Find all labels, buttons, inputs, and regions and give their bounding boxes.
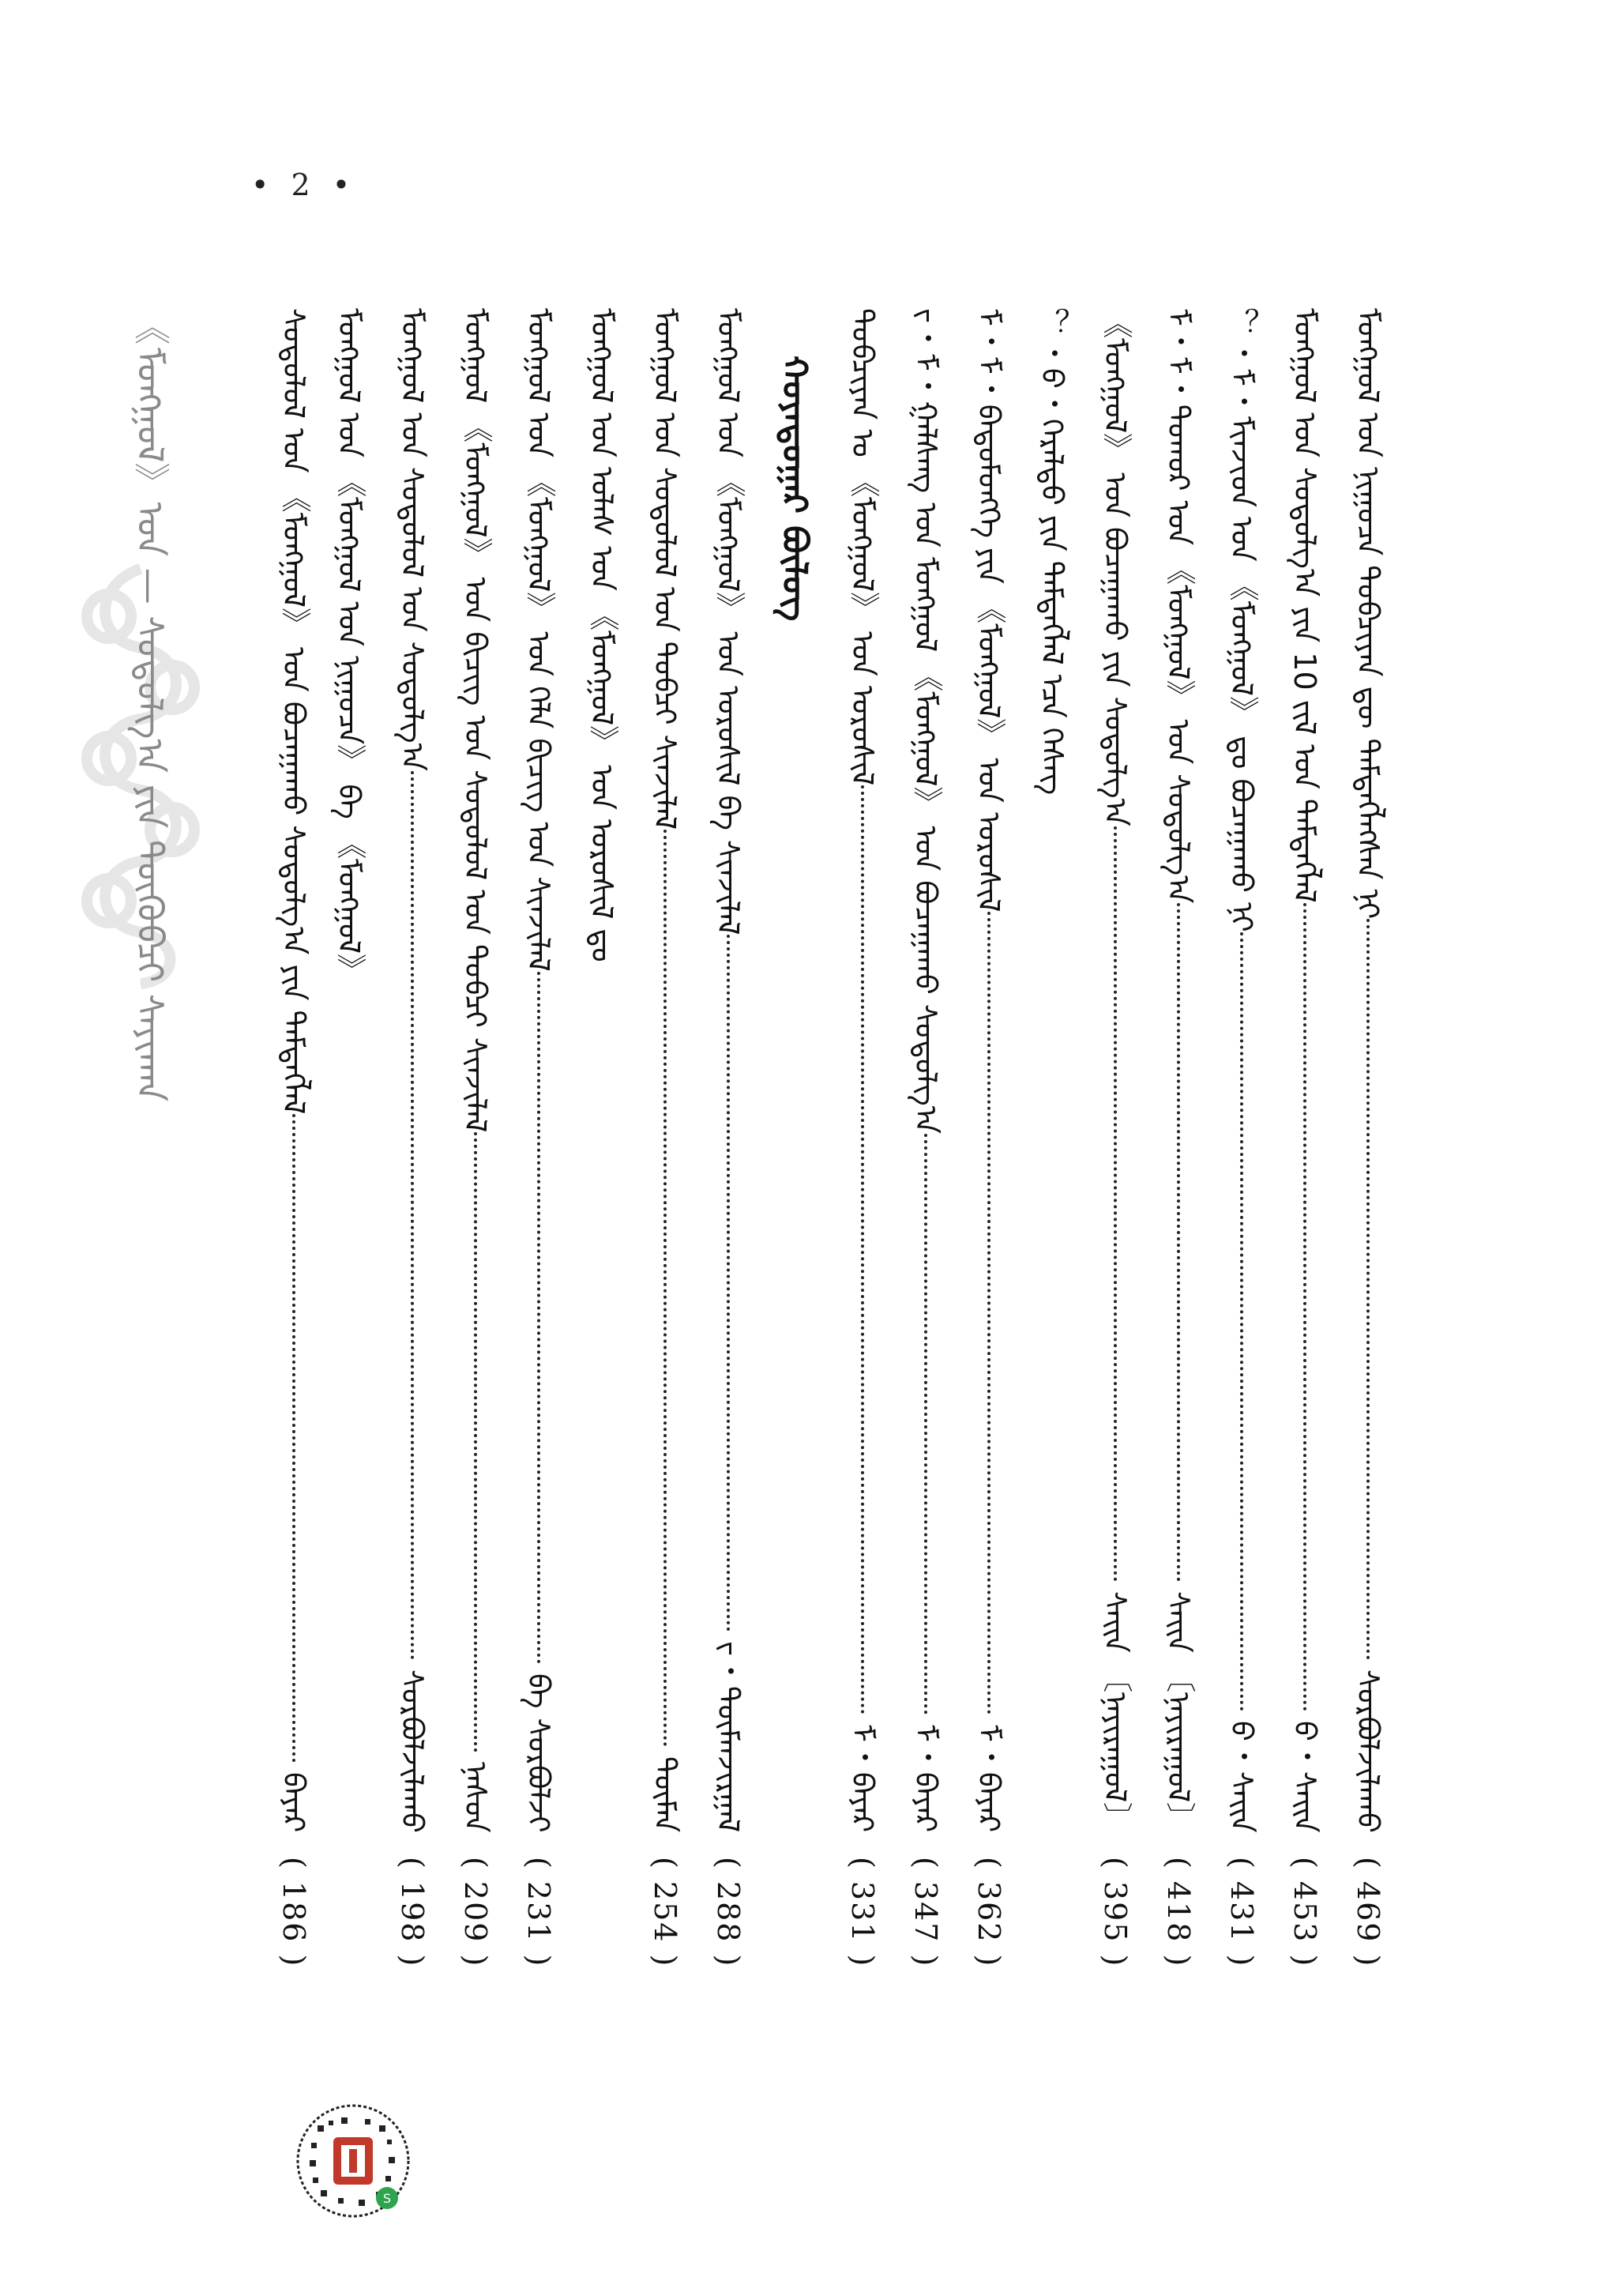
toc-entry[interactable] (521, 308, 556, 1967)
entry-title: 《ᠮᠣᠩᠭᠣᠯ》 ᠤᠨ ᠪᠤᠴᠠᠭᠠᠬᠤ ᠶᠢᠨ ᠰᠤᠳᠤᠯᠭ᠎ᠠ (1098, 308, 1133, 826)
entry-page: ( 254 ) (648, 1856, 682, 1967)
entry-title: ？・ᠮ・ᠮᠢᠨᠵᠢᠳ ᠤᠨ 《ᠮᠣᠩᠭᠣᠯ》 ᠳᠤ ᠪᠤᠴᠠᠭᠠᠬᠤ ᠨᠢ (1224, 308, 1259, 932)
dot-leader (924, 1134, 927, 1714)
dot-leader (987, 912, 990, 1714)
toc-entry[interactable] (845, 308, 880, 1967)
entry-title: ᠰᠤᠳᠤᠯᠤᠯ ᠤᠨ 《ᠮᠣᠩᠭᠣᠯ》 ᠤᠨ ᠪᠤᠴᠠᠭᠠᠬᠤ ᠰᠤᠳᠤᠯᠭ᠎ᠠ ᠶᠢᠨ ᠲᠡᠮᠳᠡᠭᠯᠡᠯ (276, 308, 311, 1115)
toc-entry[interactable] (458, 308, 493, 1967)
dot-leader (1177, 903, 1180, 1582)
entry-title: ？・ᠪ・ᠭᠡᠷᠡᠯᠲᠦ ᠶᠢᠨ ᠲᠡᠮᠳᠡᠭᠯᠡᠯ ᠡᠴᠡ ᠬᠡᠰᠡᠭ (1035, 308, 1069, 796)
entry-title: ᠮᠣᠩᠭᠣᠯ ᠤᠨ ᠰᠤᠳᠤᠯᠤᠯ ᠤᠨ ᠲᠣᠪᠴᠢ ᠰᠢᠨᠵᠢᠯᠡᠯ (648, 308, 682, 830)
dot-leader (861, 785, 864, 1714)
qr-code-icon[interactable] (294, 2102, 412, 2220)
entry-page: ( 453 ) (1287, 1856, 1322, 1967)
toc-entry[interactable] (1287, 308, 1322, 1967)
toc-entry[interactable] (1035, 308, 1069, 1967)
entry-title: ᠮᠣᠩᠭᠣᠯ ᠤᠨ 《ᠮᠣᠩᠭᠣᠯ ᠤᠨ ᠨᠢᠭᠤᠴᠠ》 ᠪᠠ 《ᠮᠣᠩᠭᠣᠯ》 (332, 308, 366, 984)
running-title: 《ᠮᠣᠩᠭᠣᠯ》ᠤᠨ — ᠰᠤᠳᠤᠯᠭ᠎ᠠ ᠶᠢᠨ ᠲᠦᠬᠦᠪᠴᠢ ᠰᠠᠶᠢᠬᠠᠨ (129, 308, 171, 1102)
toc-entry[interactable] (1351, 308, 1385, 1967)
dot-leader (292, 1114, 295, 1763)
entry-author: ᠪ・ᠰᠠᠢᠨ (1224, 1721, 1259, 1833)
svg-text:S: S (382, 2191, 392, 2206)
entry-author: ᠮ・ᠪᠠᠶᠠᠷ (972, 1724, 1006, 1833)
page-number: • 2 • (251, 167, 357, 202)
entry-author: ᠰᠠᠢᠨ 〔ᠨᠠᠶᠢᠷᠠᠭᠤᠯ〕 (1161, 1591, 1196, 1833)
entry-title: ᠮᠣᠩᠭᠣᠯ 《ᠮᠣᠩᠭᠣᠯ》 ᠤᠨ ᠪᠢᠴᠢᠭ ᠤᠨ ᠰᠤᠳᠤᠯᠤᠯ ᠤᠨ ᠲᠣᠪᠴᠢ ᠰᠢᠨᠵᠢᠯᠡᠯ (458, 308, 493, 1133)
entry-page: ( 331 ) (845, 1856, 880, 1967)
entry-author: ᠰᠤᠷᠪᠤᠯᠵᠢᠯᠠᠬᠤ (395, 1669, 430, 1833)
entry-title: ᠮᠣᠩᠭᠣᠯ ᠤᠨ ᠰᠤᠳᠤᠯᠤᠯ ᠤᠨ ᠰᠤᠳᠤᠯᠭ᠎ᠠ (395, 308, 430, 771)
toc-entry[interactable] (1224, 308, 1259, 1967)
entry-author: ᠪᠠᠶᠠᠷ (276, 1772, 311, 1833)
entry-page: ( 186 ) (276, 1856, 311, 1967)
entry-author: ᠨᠠᠰᠤᠨ (458, 1762, 493, 1833)
dot-leader (727, 935, 730, 1632)
entry-page: ( 431 ) (1224, 1856, 1259, 1967)
entry-author: ᠰᠤᠷᠪᠤᠯᠵᠢᠯᠠᠬᠤ (1351, 1669, 1385, 1833)
dot-leader (411, 771, 414, 1660)
entry-author: ᠪᠠ ᠰᠤᠷᠪᠤᠯᠵᠢ (521, 1673, 556, 1833)
toc-entry[interactable] (332, 308, 366, 1967)
toc-entry[interactable] (276, 308, 311, 1967)
toc-entry[interactable] (395, 308, 430, 1967)
entry-page: ( 231 ) (521, 1856, 556, 1967)
entry-title: ᠮᠣᠩᠭᠣᠯ ᠤᠨ ᠤᠯᠠᠰ ᠤᠨ 《ᠮᠣᠩᠭᠣᠯ》 ᠤᠨ ᠣᠷᠣᠰᠢᠯ ᠳᠤ (584, 308, 619, 962)
toc-entry[interactable] (648, 308, 682, 1967)
entry-page: ( 362 ) (972, 1856, 1006, 1967)
dot-leader (474, 1132, 477, 1752)
entry-title: ᠮ・ᠮ・ᠳᠤᠬᠤᠷ ᠤᠨ 《ᠮᠣᠩᠭᠣᠯ》 ᠤᠨ ᠰᠤᠳᠤᠯᠭ᠎ᠠ (1161, 308, 1196, 904)
toc-entry[interactable] (711, 308, 746, 1967)
dot-leader (1114, 826, 1117, 1583)
entry-title: ᠲᠣᠪᠴᠢᠶᠠᠨ ᠤ 《ᠮᠣᠩᠭᠣᠯ》 ᠤᠨ ᠣᠷᠣᠰᠢᠯ (845, 308, 880, 786)
entry-title: ᠮᠣᠩᠭᠣᠯ ᠤᠨ 《ᠮᠣᠩᠭᠣᠯ》 ᠤᠨ ᠣᠷᠣᠰᠢᠯ ᠪᠠ ᠰᠢᠨᠵᠢᠯᠡᠯ (711, 308, 746, 935)
toc-entry[interactable] (1098, 308, 1133, 1967)
section-heading: ᠬᠣᠶᠠᠳᠤᠭᠠᠷ ᠪᠦᠯᠦᠭ (774, 356, 814, 622)
toc-entry[interactable] (584, 308, 619, 1967)
entry-page: ( 347 ) (908, 1856, 943, 1967)
dot-leader (663, 830, 667, 1747)
entry-author: ᠰᠠᠢᠨ 〔ᠨᠠᠶᠢᠷᠠᠭᠤᠯ〕 (1098, 1591, 1133, 1833)
dot-leader (1303, 903, 1306, 1711)
entry-title: ᠮ・ᠮ・ᠪᠠᠲᠤᠮᠥᠩᠬᠡ ᠶᠢᠨ 《ᠮᠣᠩᠭᠣᠯ》 ᠤᠨ ᠣᠷᠣᠰᠢᠯ (972, 308, 1006, 913)
entry-page: ( 288 ) (711, 1856, 746, 1967)
entry-page: ( 209 ) (458, 1856, 493, 1967)
dot-leader (1366, 919, 1370, 1659)
table-of-contents (276, 308, 1390, 1983)
entry-author: ᠮ・ᠪᠠᠶᠠᠷ (908, 1724, 943, 1833)
entry-page: ( 418 ) (1161, 1856, 1196, 1967)
dot-leader (537, 972, 540, 1664)
entry-title: ᠵ・ᠮ・ᠭᠠᠯᠰᠠᠩ ᠤᠨ ᠮᠣᠩᠭᠣᠯ 《ᠮᠣᠩᠭᠣᠯ》 ᠤᠨ ᠪᠤᠴᠠᠭᠠᠬᠤ ᠰᠤᠳᠤᠯᠭ᠎ᠠ (908, 308, 943, 1135)
entry-title: ᠮᠣᠩᠭᠣᠯ ᠤᠨ ᠰᠤᠳᠤᠯᠭ᠎ᠠ ᠶᠢᠨ 10 ᠵᠢᠯ ᠤᠨ ᠲᠡᠮᠳᠡᠭᠯᠡᠯ (1287, 308, 1322, 903)
toc-entry[interactable] (972, 308, 1006, 1967)
entry-author: ᠲᠦᠮᠡᠨ (648, 1756, 682, 1833)
entry-title: ᠮᠣᠩᠭᠣᠯ ᠤᠨ 《ᠮᠣᠩᠭᠣᠯ》 ᠤᠨ ᠬᠡᠯᠡ ᠪᠢᠴᠢᠭ ᠤᠨ ᠰᠢᠨᠵᠢᠯᠡᠯ (521, 308, 556, 972)
entry-page: ( 395 ) (1098, 1856, 1133, 1967)
dot-leader (1240, 932, 1243, 1711)
entry-page: ( 469 ) (1351, 1856, 1385, 1967)
entry-page: ( 198 ) (395, 1856, 430, 1967)
entry-author: ᠵ・ᠲᠦᠮᠡᠨᠵᠢᠷᠭᠠᠯ (711, 1641, 746, 1833)
toc-entry[interactable] (1161, 308, 1196, 1967)
entry-author: ᠪ・ᠰᠠᠢᠨ (1287, 1721, 1322, 1833)
toc-entry[interactable] (908, 308, 943, 1967)
entry-author: ᠮ・ᠪᠠᠶᠠᠷ (845, 1724, 880, 1833)
entry-title: ᠮᠣᠩᠭᠣᠯ ᠤᠨ ᠨᠢᠭᠤᠴᠠ ᠲᠣᠪᠴᠢᠶᠠᠨ ᠳᠦ ᠲᠡᠮᠳᠡᠭᠯᠡᠭᠰᠡᠨ ᠨᠢ (1351, 308, 1385, 920)
